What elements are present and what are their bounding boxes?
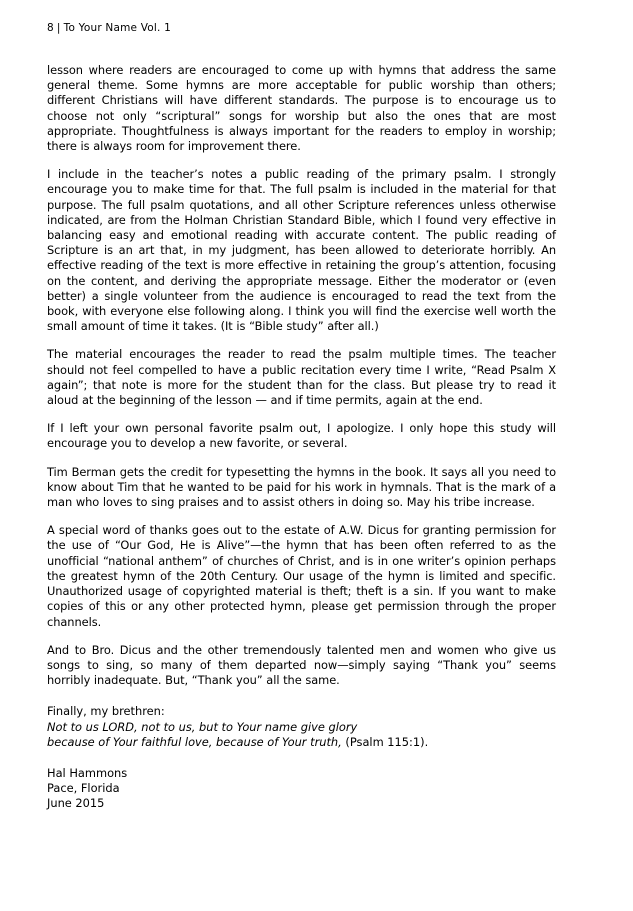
running-head (47, 22, 171, 34)
scripture-reference: (Psalm 115:1). (341, 734, 429, 749)
running-head-title: To Your Name Vol. 1 (63, 22, 171, 34)
signature-location: Pace, Florida (47, 781, 120, 796)
body-text-column (47, 63, 556, 812)
paragraph: lesson where readers are encouraged to come up with hymns that address the same general theme. Some hymns are more acceptable for public worship than others; different Christians will have different standards. The purpose is to encourage us to choose not only “scriptural” songs for worship but also the ones that are most appropriate. Thoughtfulness is always important for the readers to employ in worship; there is always room for improvement there. (47, 63, 556, 154)
closing-block (47, 704, 556, 750)
scripture-line-2-text: because of Your faithful love, because of Your truth, (47, 734, 342, 749)
scripture-line-2 (47, 735, 556, 750)
closing-salutation: Finally, my brethren: (47, 704, 165, 719)
running-head-separator: | (56, 22, 61, 34)
page-number: 8 (47, 22, 54, 34)
signature-date: June 2015 (47, 796, 105, 811)
paragraph: Tim Berman gets the credit for typesetting the hymns in the book. It says all you need to know about Tim that he wanted to be paid for his work in hymnals. That is the mark of a man who loves to sing praises and to assist others in doing so. May his tribe increase. (47, 464, 556, 510)
paragraph: I include in the teacher’s notes a public reading of the primary psalm. I strongly encourage you to make time for that. The full psalm is included in the material for that purpose. The full psalm quotations, and all other Scripture references unless otherwise indicated, are from the Holman Christian Standard Bible, which I found very effective in balancing easy and emotional reading with accurate content. The public reading of Scripture is an art that, in my judgment, has been allowed to deteriorate horribly. An effective reading of the text is more effective in retaining the group’s attention, focusing on the content, and deriving the appropriate message. Either the moderator or (even better) a single volunteer from the audience is encouraged to read the text from the book, with everyone else following along. I think you will find the exercise well worth the small amount of time it takes. (It is “Bible study” after all.) (47, 167, 556, 334)
signature-name: Hal Hammons (47, 765, 128, 780)
paragraph: A special word of thanks goes out to the estate of A.W. Dicus for granting permission for the use of “Our God, He is Alive”—the hymn that has been often referred to as the unofficial “national anthem” of churches of Christ, and is in one writer’s opinion perhaps the greatest hymn of the 20th Century. Our usage of the hymn is limited and specific. Unauthorized usage of copyrighted material is theft; theft is a sin. If you want to make copies of this or any other protected hymn, please get permission through the proper channels. (47, 523, 556, 629)
signature-block (47, 766, 556, 812)
paragraph: And to Bro. Dicus and the other tremendously talented men and women who give us songs to sing, so many of them departed now—simply saying “Thank you” seems horribly inadequate. But, “Thank you” all the same. (47, 642, 556, 688)
paragraph: The material encourages the reader to read the psalm multiple times. The teacher should not feel compelled to have a public recitation every time I write, “Read Psalm X again”; that note is more for the student than for the class. But please try to read it aloud at the beginning of the lesson — and if time permits, again at the end. (47, 347, 556, 408)
paragraph: If I left your own personal favorite psalm out, I apologize. I only hope this study will encourage you to develop a new favorite, or several. (47, 421, 556, 451)
scripture-line-1: Not to us LORD, not to us, but to Your name give glory (47, 719, 358, 734)
